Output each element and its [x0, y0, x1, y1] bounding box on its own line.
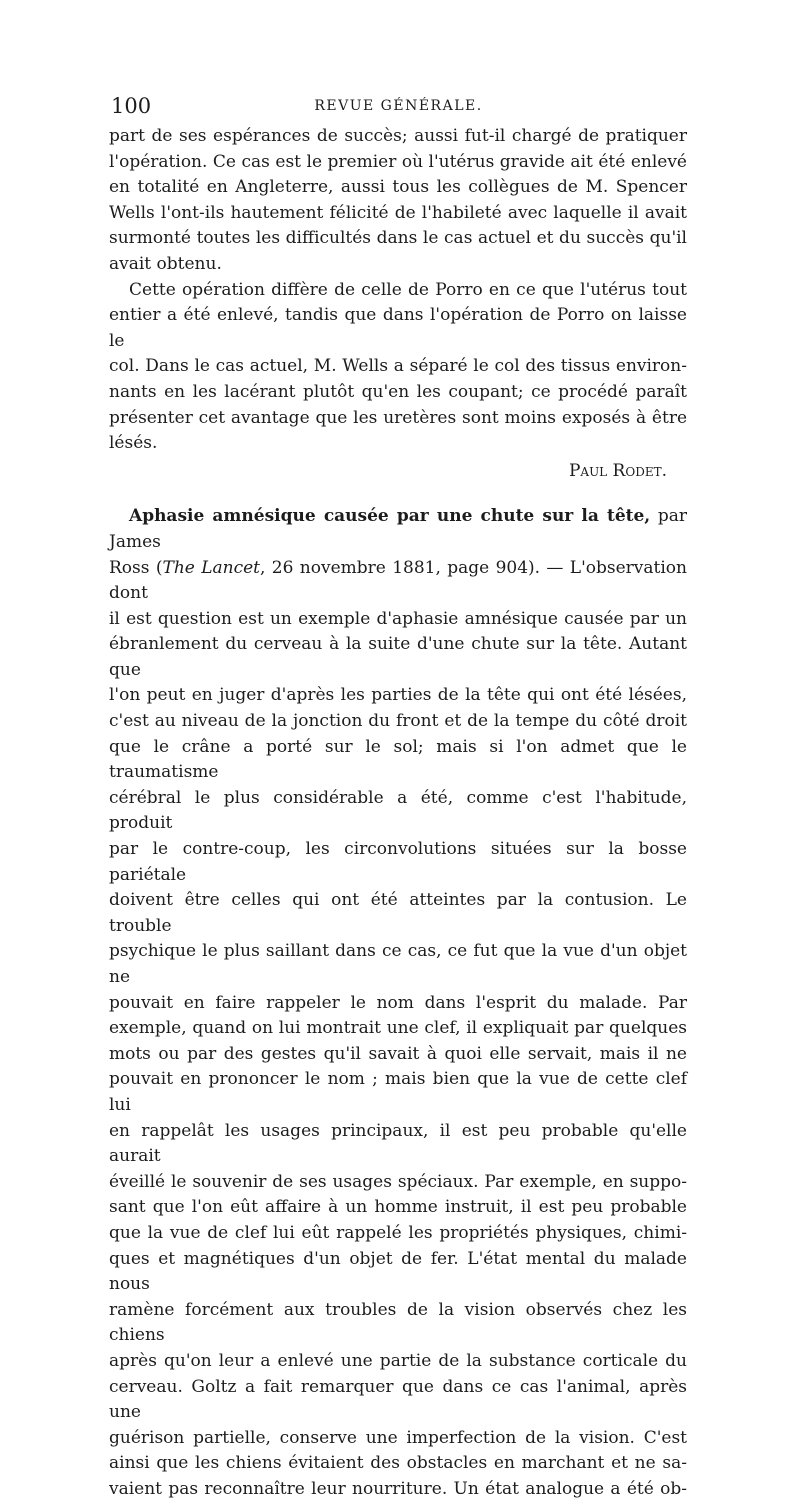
text-line: que la vue de clef lui eût rappelé les propriétés physiques, chimi- [109, 1222, 687, 1243]
text-line: en rappelât les usages principaux, il est peu probable qu'elle aurait [109, 1120, 687, 1167]
text-line: l'on peut en juger d'après les parties de la tête qui ont été lésées, [109, 685, 687, 706]
text-line: exemple, quand on lui montrait une clef, il expliquait par quelques [109, 1018, 687, 1039]
author-signature: Paul Rodet. [568, 460, 667, 481]
page-number: 100 [111, 94, 152, 118]
text-line: pouvait en prononcer le nom ; mais bien que la vue de cette clef lui [109, 1069, 687, 1115]
citation-journal: The Lancet [162, 557, 261, 578]
paragraph-continued [109, 124, 687, 278]
text-line: sant que l'on eût affaire à un homme instruit, il est peu probable [109, 1197, 687, 1218]
text-line: pouvait en faire rappeler le nom dans l'esprit du malade. Par [109, 992, 687, 1013]
text-line: ques et magnétiques d'un objet de fer. L'état mental du malade nous [109, 1248, 687, 1295]
text-line: mots ou par des gestes qu'il savait à quoi elle servait, mais il ne [109, 1043, 687, 1064]
text-line: Cette opération diffère de celle de Porro en ce que l'utérus tout [129, 279, 687, 300]
text-line: par le contre-coup, les circonvolutions situées sur la bosse pariétale [109, 839, 687, 885]
text-line: cérébral le plus considérable a été, comme c'est l'habitude, produit [109, 787, 687, 834]
text-line: nants en les lacérant plutôt qu'en les coupant; ce procédé paraît [109, 381, 687, 402]
article-title: Aphasie amnésique causée par une chute sur la tête, [129, 506, 651, 527]
article-citation-line [109, 556, 687, 607]
text-line: avait obtenu. [109, 253, 222, 274]
text-line: ainsi que les chiens évitaient des obstacles en marchant et ne sa- [109, 1453, 687, 1474]
article-first-line [109, 504, 687, 555]
text-line: lésés. [109, 433, 158, 454]
text-line: il est question est un exemple d'aphasie amnésique causée par un [109, 608, 687, 629]
text-line: éveillé le souvenir de ses usages spéciaux. Par exemple, en suppo- [109, 1171, 687, 1192]
text-line: doivent être celles qui ont été atteintes par la contusion. Le trouble [109, 890, 687, 936]
text-line: guérison partielle, conserve une imperfection de la vision. C'est [109, 1427, 687, 1448]
text-line: cerveau. Goltz a fait remarquer que dans ce cas l'animal, après une [109, 1376, 687, 1423]
body-text [109, 124, 687, 1502]
text-line: ramène forcément aux troubles de la vision observés chez les chiens [109, 1299, 687, 1346]
text-line: entier a été enlevé, tandis que dans l'opération de Porro on laisse le [109, 305, 687, 351]
text-line: présenter cet avantage que les uretères sont moins exposés à être [109, 407, 687, 428]
text-line: ébranlement du cerveau à la suite d'une chute sur la tête. Autant que [109, 634, 687, 680]
text-line: vaient pas reconnaître leur nourriture. Un état analogue a été ob- [109, 1478, 687, 1499]
text-line: part de ses espérances de succès; aussi fut-il chargé de pratiquer [109, 126, 687, 146]
text-line: en totalité en Angleterre, aussi tous les collègues de M. Spencer [109, 177, 687, 198]
text-line: Wells l'ont-ils hautement félicité de l'habileté avec laquelle il avait [109, 202, 687, 223]
page-header [111, 94, 686, 124]
section-gap [109, 484, 687, 504]
text-line: l'opération. Ce cas est le premier où l'utérus gravide ait été enlevé [109, 151, 687, 172]
text-line: surmonté toutes les difficultés dans le cas actuel et du succès qu'il [109, 228, 687, 249]
text-line: col. Dans le cas actuel, M. Wells a séparé le col des tissus environ- [109, 356, 687, 377]
citation-prefix: Ross ( [109, 557, 163, 578]
text-line: après qu'on leur a enlevé une partie de la substance corticale du [109, 1350, 687, 1371]
citation-rest: , 26 novembre 1881, page 904). — L'observation dont [109, 557, 687, 604]
text-line: c'est au niveau de la jonction du front et de la tempe du côté droit [109, 711, 687, 732]
text-line: que le crâne a porté sur le sol; mais si l'on admet que le traumatisme [109, 736, 687, 783]
article-author: par James [109, 506, 687, 552]
running-title: REVUE GÉNÉRALE. [314, 98, 483, 114]
paragraph-porro [109, 278, 687, 457]
text-line: psychique le plus saillant dans ce cas, ce fut que la vue d'un objet ne [109, 941, 687, 987]
article-aphasie [109, 504, 687, 1502]
